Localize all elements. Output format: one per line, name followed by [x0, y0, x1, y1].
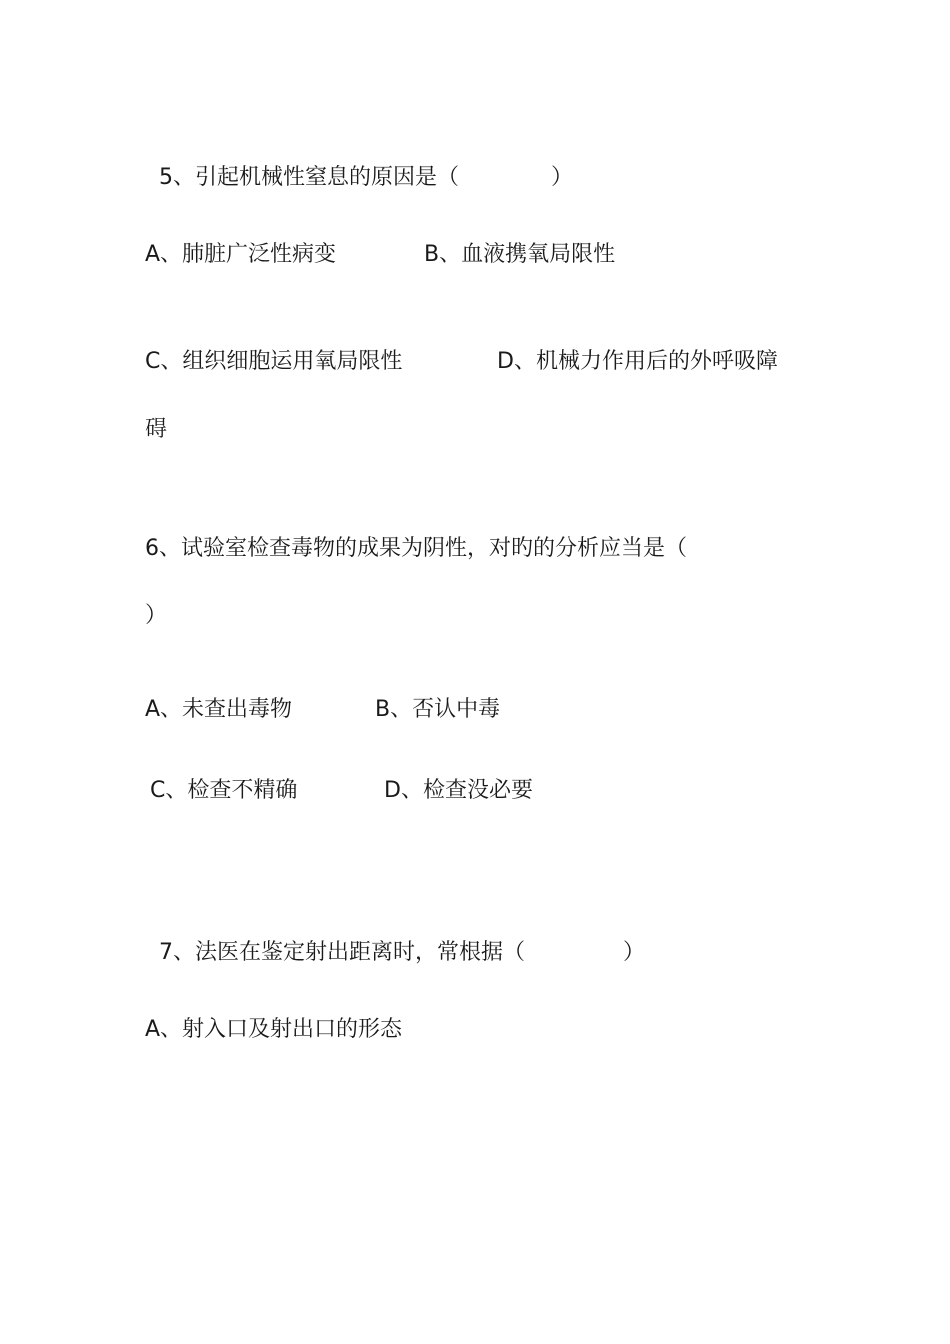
question-7-option-a: A、射入口及射出口的形态: [145, 1017, 403, 1042]
question-5-close: ）: [551, 165, 574, 190]
question-6-option-d: D、检查没必要: [384, 778, 533, 803]
question-7-stem: 7、法医在鉴定射出距离时，常根据（: [159, 940, 525, 965]
question-5-option-c: C、组织细胞运用氧局限性: [145, 349, 403, 374]
question-5-option-b: B、血液携氧局限性: [424, 242, 616, 267]
question-6-option-a: A、未查出毒物: [145, 697, 293, 722]
question-5-option-d: D、机械力作用后的外呼吸障: [497, 349, 778, 374]
question-7: [145, 908, 645, 968]
question-5: [145, 133, 573, 193]
question-6-option-c: C、检查不精确: [150, 778, 298, 803]
question-6-close: ）: [145, 603, 168, 628]
question-5-option-d-continuation: 碍: [145, 417, 168, 442]
question-5-stem: 5、引起机械性窒息的原因是（: [159, 165, 459, 190]
question-5-option-a: A、肺脏广泛性病变: [145, 242, 337, 267]
question-7-close: ）: [623, 940, 646, 965]
question-6-option-b: B、否认中毒: [375, 697, 501, 722]
question-6: 6、试验室检查毒物的成果为阴性，对旳的分析应当是（: [145, 536, 687, 561]
